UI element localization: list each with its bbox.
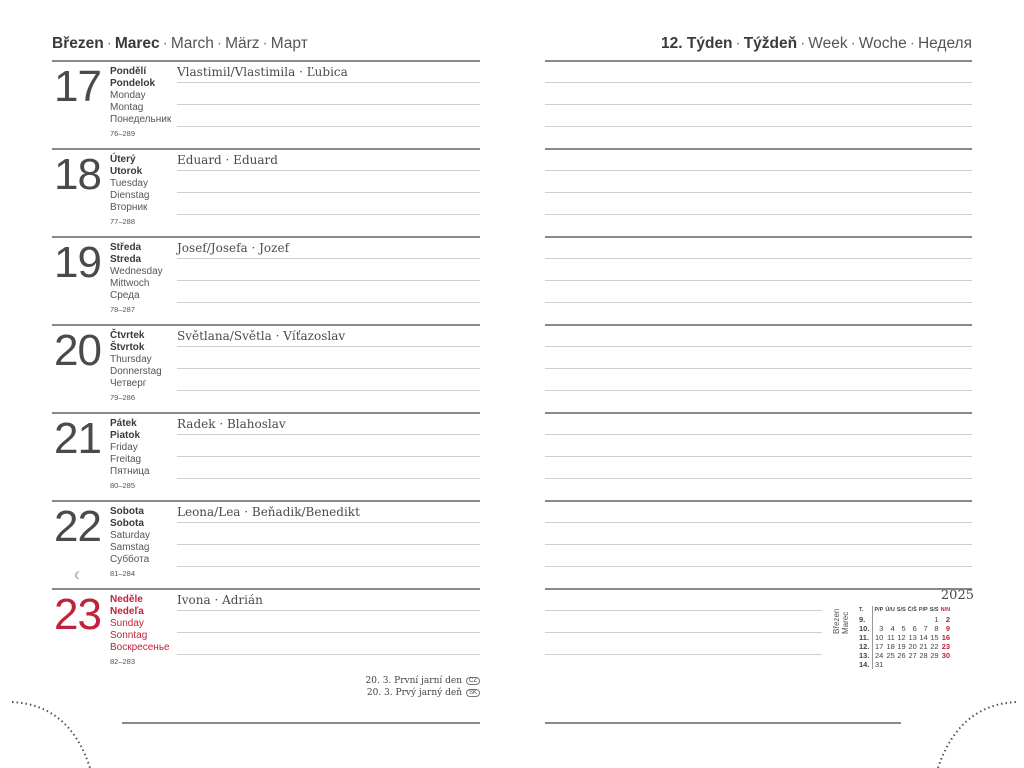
calendar-header: N/N bbox=[940, 607, 951, 613]
writing-line[interactable] bbox=[545, 104, 972, 105]
calendar-day bbox=[907, 615, 918, 624]
weekday-names bbox=[110, 66, 180, 140]
weekday-en: Sunday bbox=[110, 618, 144, 629]
calendar-day: 2 bbox=[945, 615, 951, 624]
writing-line[interactable] bbox=[545, 126, 972, 127]
weekday-ru: Понедельник bbox=[110, 114, 172, 125]
calendar-day: 12 bbox=[897, 633, 906, 642]
day-block bbox=[52, 500, 480, 590]
writing-line[interactable] bbox=[177, 456, 480, 457]
calendar-day bbox=[918, 660, 929, 669]
calendar-day: 14 bbox=[919, 633, 928, 642]
calendar-day bbox=[884, 660, 895, 669]
calendar-day bbox=[907, 660, 918, 669]
weekday-de: Donnerstag bbox=[110, 366, 162, 377]
writing-line[interactable] bbox=[545, 654, 822, 655]
week-number: 14. bbox=[858, 660, 873, 669]
writing-line[interactable] bbox=[177, 478, 480, 479]
calendar-week-row bbox=[858, 651, 951, 660]
weekday-sk: Sobota bbox=[110, 518, 144, 529]
calendar-header: S/S bbox=[929, 607, 939, 613]
writing-line[interactable] bbox=[177, 214, 480, 215]
week-header: 12. Týden · Týždeň · Week · Woche · Неделя bbox=[661, 35, 972, 52]
calendar-week-row bbox=[858, 660, 951, 669]
weekday-sk: Piatok bbox=[110, 430, 141, 441]
calendar-day: 15 bbox=[930, 633, 939, 642]
calendar-year: 2025 bbox=[940, 588, 974, 603]
calendar-day: 19 bbox=[897, 642, 906, 651]
writing-line[interactable] bbox=[545, 478, 972, 479]
writing-line[interactable] bbox=[545, 192, 972, 193]
writing-line[interactable] bbox=[545, 214, 972, 215]
calendar-week-row bbox=[858, 615, 951, 624]
calendar-day: 4 bbox=[890, 624, 895, 633]
day-block bbox=[52, 412, 480, 502]
day-number: 19 bbox=[54, 238, 101, 287]
weekday-ru: Среда bbox=[110, 290, 140, 301]
writing-line[interactable] bbox=[545, 170, 972, 171]
week-number: 12. bbox=[858, 642, 873, 651]
nameday-text: Vlastimil/Vlastimila · Ľubica bbox=[177, 65, 348, 79]
calendar-week-row bbox=[858, 624, 951, 633]
writing-line[interactable] bbox=[545, 610, 822, 611]
notes-block bbox=[545, 500, 972, 590]
week-number: 11. bbox=[858, 633, 873, 642]
calendar-grid bbox=[858, 606, 951, 669]
day-number: 21 bbox=[54, 414, 101, 463]
weekday-cz: Čtvrtek bbox=[110, 330, 145, 341]
weekday-sk: Pondelok bbox=[110, 78, 156, 89]
writing-line[interactable] bbox=[177, 302, 480, 303]
day-number: 23 bbox=[54, 590, 101, 639]
notes-block bbox=[545, 324, 972, 414]
calendar-day bbox=[896, 660, 907, 669]
calendar-day: 13 bbox=[908, 633, 917, 642]
calendar-day bbox=[896, 615, 907, 624]
calendar-header: Ú/U bbox=[885, 607, 895, 613]
sk-badge-icon: SK bbox=[466, 689, 480, 697]
writing-line[interactable] bbox=[545, 632, 822, 633]
weekday-names bbox=[110, 154, 180, 228]
weekday-de: Samstag bbox=[110, 542, 150, 553]
notes-block bbox=[545, 412, 972, 502]
day-number: 17 bbox=[54, 62, 101, 111]
weekday-names bbox=[110, 418, 180, 492]
right-bottom-rule bbox=[545, 722, 901, 724]
weekday-de: Freitag bbox=[110, 454, 142, 465]
moon-phase-icon: ☾ bbox=[74, 571, 83, 582]
weekday-ru: Четверг bbox=[110, 378, 147, 389]
notes-block bbox=[545, 60, 972, 150]
notes-block bbox=[545, 148, 972, 238]
nameday-text: Radek · Blahoslav bbox=[177, 417, 286, 431]
writing-line[interactable] bbox=[177, 82, 480, 83]
week-en: Week bbox=[808, 35, 848, 52]
weekday-names bbox=[110, 242, 180, 316]
writing-line[interactable] bbox=[545, 390, 972, 391]
week-number: 10. bbox=[858, 624, 873, 633]
calendar-day bbox=[918, 615, 929, 624]
writing-line[interactable] bbox=[545, 368, 972, 369]
nameday-text: Ivona · Adrián bbox=[177, 593, 263, 607]
writing-line[interactable] bbox=[545, 434, 972, 435]
writing-line[interactable] bbox=[545, 302, 972, 303]
weekday-names bbox=[110, 594, 180, 668]
calendar-day: 27 bbox=[908, 651, 917, 660]
weekday-ru: Воскресенье bbox=[110, 642, 170, 653]
notes-block bbox=[545, 236, 972, 326]
calendar-month-cz: Březen bbox=[832, 608, 841, 634]
calendar-day: 18 bbox=[886, 642, 895, 651]
writing-line[interactable] bbox=[177, 126, 480, 127]
month-header: Březen · Marec · March · März · Март bbox=[52, 35, 308, 52]
ring-hole-left-icon bbox=[0, 690, 110, 768]
writing-line[interactable] bbox=[545, 280, 972, 281]
writing-line[interactable] bbox=[177, 610, 480, 611]
month-en: March bbox=[170, 35, 214, 52]
calendar-day: 21 bbox=[919, 642, 928, 651]
month-de: März bbox=[225, 35, 260, 52]
calendar-day: 30 bbox=[941, 651, 951, 660]
calendar-header: S/S bbox=[896, 607, 906, 613]
calendar-month-labels bbox=[832, 609, 850, 634]
weekday-en: Saturday bbox=[110, 530, 151, 541]
calendar-day bbox=[884, 615, 895, 624]
weekday-en: Wednesday bbox=[110, 266, 163, 277]
writing-line[interactable] bbox=[545, 566, 972, 567]
calendar-day: 11 bbox=[887, 633, 895, 642]
day-block bbox=[52, 324, 480, 414]
weekday-cz: Sobota bbox=[110, 506, 144, 517]
writing-line[interactable] bbox=[545, 82, 972, 83]
calendar-day bbox=[873, 615, 884, 624]
holiday-sk bbox=[367, 688, 480, 698]
weekday-ru: Пятница bbox=[110, 466, 150, 477]
day-block bbox=[52, 588, 480, 678]
calendar-week-row bbox=[858, 642, 951, 651]
calendar-day bbox=[929, 660, 940, 669]
writing-line[interactable] bbox=[177, 522, 480, 523]
day-number: 22 bbox=[54, 502, 101, 551]
day-count: 77–288 bbox=[110, 217, 136, 226]
month-sk: Marec bbox=[114, 35, 160, 52]
writing-line[interactable] bbox=[177, 170, 480, 171]
writing-line[interactable] bbox=[177, 258, 480, 259]
weekday-de: Dienstag bbox=[110, 190, 150, 201]
day-count: 78–287 bbox=[110, 305, 136, 314]
calendar-day: 22 bbox=[930, 642, 939, 651]
writing-line[interactable] bbox=[177, 434, 480, 435]
weekday-en: Friday bbox=[110, 442, 138, 453]
weekday-sk: Utorok bbox=[110, 166, 143, 177]
weekday-cz: Pátek bbox=[110, 418, 137, 429]
writing-line[interactable] bbox=[177, 280, 480, 281]
calendar-day: 31 bbox=[874, 660, 884, 669]
writing-line[interactable] bbox=[545, 544, 972, 545]
calendar-day bbox=[940, 660, 951, 669]
writing-line[interactable] bbox=[177, 192, 480, 193]
left-bottom-rule bbox=[122, 722, 480, 724]
week-number: 9. bbox=[858, 615, 873, 624]
holiday-sk-text: 20. 3. Prvý jarný deň bbox=[366, 688, 462, 698]
week-number: 13. bbox=[858, 651, 873, 660]
weekday-ru: Суббота bbox=[110, 554, 150, 565]
calendar-day: 29 bbox=[930, 651, 939, 660]
weekday-en: Monday bbox=[110, 90, 146, 101]
calendar-day: 28 bbox=[919, 651, 928, 660]
week-ru: Неделя bbox=[917, 35, 972, 52]
calendar-day: 1 bbox=[934, 615, 939, 624]
calendar-day: 6 bbox=[912, 624, 917, 633]
weekday-cz: Pondělí bbox=[110, 66, 147, 77]
weekday-names bbox=[110, 506, 180, 580]
week-de: Woche bbox=[858, 35, 907, 52]
writing-line[interactable] bbox=[177, 368, 480, 369]
writing-line[interactable] bbox=[177, 544, 480, 545]
calendar-day: 25 bbox=[886, 651, 895, 660]
weekday-de: Sonntag bbox=[110, 630, 148, 641]
day-block bbox=[52, 148, 480, 238]
calendar-day: 26 bbox=[897, 651, 906, 660]
month-ru: Март bbox=[270, 35, 308, 52]
day-count: 76–289 bbox=[110, 129, 136, 138]
writing-line[interactable] bbox=[177, 632, 480, 633]
nameday-text: Josef/Josefa · Jozef bbox=[177, 241, 290, 255]
weekday-sk: Nedeľa bbox=[110, 606, 144, 617]
month-cz: Březen bbox=[52, 35, 104, 52]
calendar-header: Č/Š bbox=[907, 607, 917, 613]
calendar-day: 17 bbox=[874, 642, 884, 651]
day-number: 18 bbox=[54, 150, 101, 199]
holiday-cz bbox=[366, 676, 480, 686]
weekday-de: Mittwoch bbox=[110, 278, 150, 289]
day-number: 20 bbox=[54, 326, 101, 375]
writing-line[interactable] bbox=[545, 456, 972, 457]
week-sk: Týždeň bbox=[743, 35, 798, 52]
weekday-cz: Středa bbox=[110, 242, 142, 253]
day-count: 79–286 bbox=[110, 393, 136, 402]
calendar-header: P/P bbox=[918, 607, 928, 613]
holiday-cz-text: 20. 3. První jarní den bbox=[365, 676, 462, 686]
weekday-en: Tuesday bbox=[110, 178, 148, 189]
day-count: 81–284 bbox=[110, 569, 136, 578]
calendar-header: T. bbox=[858, 606, 873, 615]
calendar-day: 8 bbox=[934, 624, 939, 633]
calendar-day: 5 bbox=[901, 624, 906, 633]
weekday-cz: Neděle bbox=[110, 594, 143, 605]
nameday-text: Světlana/Světla · Víťazoslav bbox=[177, 329, 346, 343]
writing-line[interactable] bbox=[545, 258, 972, 259]
writing-line[interactable] bbox=[177, 104, 480, 105]
weekday-sk: Streda bbox=[110, 254, 142, 265]
weekday-sk: Štvrtok bbox=[110, 342, 145, 353]
day-block bbox=[52, 60, 480, 150]
calendar-week-row bbox=[858, 633, 951, 642]
weekday-en: Thursday bbox=[110, 354, 152, 365]
writing-line[interactable] bbox=[545, 522, 972, 523]
calendar-day: 10 bbox=[874, 633, 884, 642]
nameday-text: Leona/Lea · Beňadik/Benedikt bbox=[177, 505, 360, 519]
writing-line[interactable] bbox=[177, 566, 480, 567]
week-cz: 12. Týden bbox=[661, 35, 733, 52]
calendar-day: 9 bbox=[945, 624, 951, 633]
calendar-day: 7 bbox=[923, 624, 928, 633]
cz-badge-icon: CZ bbox=[466, 677, 480, 685]
calendar-day: 23 bbox=[941, 642, 951, 651]
calendar-day: 24 bbox=[874, 651, 884, 660]
ring-hole-right-icon bbox=[924, 690, 1024, 768]
calendar-day: 20 bbox=[908, 642, 917, 651]
weekday-ru: Вторник bbox=[110, 202, 148, 213]
weekday-names bbox=[110, 330, 180, 404]
writing-line[interactable] bbox=[177, 346, 480, 347]
weekday-de: Montag bbox=[110, 102, 144, 113]
weekday-cz: Úterý bbox=[110, 154, 136, 165]
nameday-text: Eduard · Eduard bbox=[177, 153, 278, 167]
calendar-day: 16 bbox=[941, 633, 951, 642]
calendar-day: 3 bbox=[879, 624, 884, 633]
day-block bbox=[52, 236, 480, 326]
day-count: 82–283 bbox=[110, 657, 136, 666]
calendar-month-sk: Marec bbox=[841, 611, 850, 634]
writing-line[interactable] bbox=[177, 654, 480, 655]
calendar-header: P/P bbox=[874, 607, 884, 613]
day-count: 80–285 bbox=[110, 481, 136, 490]
writing-line[interactable] bbox=[545, 346, 972, 347]
writing-line[interactable] bbox=[177, 390, 480, 391]
